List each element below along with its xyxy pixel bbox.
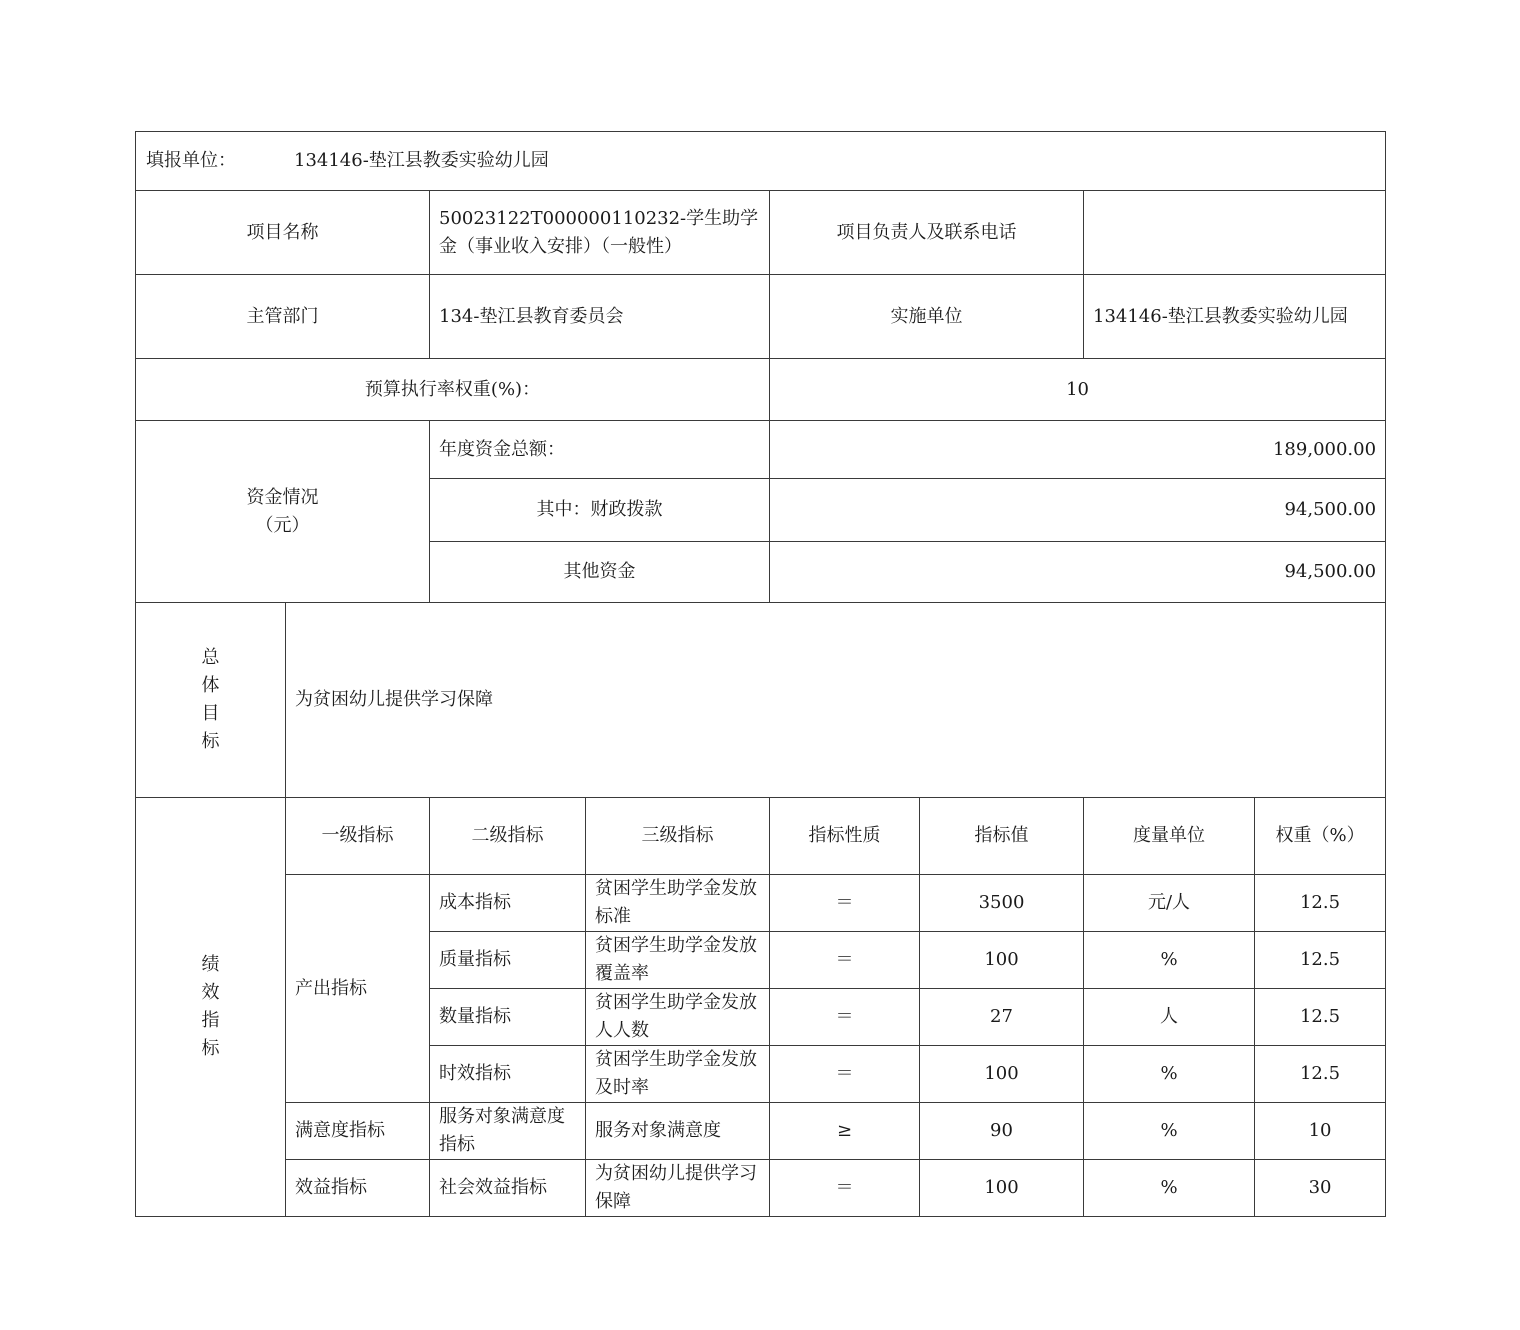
indicator-nature: ＝ — [770, 1046, 920, 1103]
header-value: 指标值 — [920, 798, 1084, 875]
indicator-level3: 服务对象满意度 — [586, 1103, 770, 1160]
project-name-row — [136, 191, 1386, 275]
report-unit-cell — [136, 132, 1386, 191]
department-row — [136, 275, 1386, 359]
funds-label-cell — [136, 421, 430, 603]
report-unit-value: 134146-垫江县教委实验幼儿园 — [294, 150, 549, 171]
indicator-unit: % — [1084, 1046, 1255, 1103]
project-contact-label: 项目负责人及联系电话 — [770, 191, 1084, 275]
indicator-unit: % — [1084, 1160, 1255, 1217]
indicator-level3: 贫困学生助学金发放覆盖率 — [586, 932, 770, 989]
overall-goal-label: 总体目标 — [201, 647, 220, 752]
indicator-level3: 贫困学生助学金发放人人数 — [586, 989, 770, 1046]
department-value: 134-垫江县教育委员会 — [430, 275, 770, 359]
budget-weight-value: 10 — [770, 359, 1386, 421]
indicator-level2: 数量指标 — [430, 989, 586, 1046]
indicator-value: 100 — [920, 1160, 1084, 1217]
indicator-level2: 服务对象满意度指标 — [430, 1103, 586, 1160]
indicator-nature: ≥ — [770, 1103, 920, 1160]
report-unit-row — [136, 132, 1386, 191]
funds-other-label: 其他资金 — [430, 542, 770, 603]
project-name-value: 50023122T000000110232-学生助学金（事业收入安排）（一般性） — [430, 191, 770, 275]
funds-fiscal-label: 其中：财政拨款 — [430, 479, 770, 542]
indicator-row — [136, 1160, 1386, 1217]
header-level1: 一级指标 — [286, 798, 430, 875]
indicator-unit: % — [1084, 1103, 1255, 1160]
indicator-level1: 产出指标 — [286, 875, 430, 1103]
indicator-weight: 10 — [1255, 1103, 1386, 1160]
indicator-level1: 效益指标 — [286, 1160, 430, 1217]
funds-label: 资金情况 — [246, 486, 319, 508]
indicator-level2: 时效指标 — [430, 1046, 586, 1103]
department-label: 主管部门 — [136, 275, 430, 359]
implementing-unit-value: 134146-垫江县教委实验幼儿园 — [1084, 275, 1386, 359]
header-level3: 三级指标 — [586, 798, 770, 875]
project-name-label: 项目名称 — [136, 191, 430, 275]
funds-fiscal-value: 94,500.00 — [770, 479, 1386, 542]
performance-header-row — [136, 798, 1386, 875]
funds-total-value: 189,000.00 — [770, 421, 1386, 479]
funds-total-label: 年度资金总额： — [430, 421, 770, 479]
header-unit: 度量单位 — [1084, 798, 1255, 875]
header-nature: 指标性质 — [770, 798, 920, 875]
report-unit-label: 填报单位： — [146, 150, 236, 171]
indicator-level3: 为贫困幼儿提供学习保障 — [586, 1160, 770, 1217]
budget-weight-row — [136, 359, 1386, 421]
performance-form-table — [135, 131, 1386, 1217]
overall-goal-row — [136, 603, 1386, 798]
indicator-value: 100 — [920, 1046, 1084, 1103]
implementing-unit-label: 实施单位 — [770, 275, 1084, 359]
indicator-value: 3500 — [920, 875, 1084, 932]
indicator-row — [136, 875, 1386, 932]
overall-goal-text: 为贫困幼儿提供学习保障 — [286, 603, 1386, 798]
overall-goal-label-cell — [136, 603, 286, 798]
indicator-weight: 12.5 — [1255, 932, 1386, 989]
indicator-weight: 12.5 — [1255, 989, 1386, 1046]
indicator-unit: 人 — [1084, 989, 1255, 1046]
indicator-value: 90 — [920, 1103, 1084, 1160]
budget-weight-label: 预算执行率权重(%)： — [136, 359, 770, 421]
indicator-row — [136, 1103, 1386, 1160]
indicator-nature: ＝ — [770, 932, 920, 989]
indicator-unit: % — [1084, 932, 1255, 989]
indicator-level3: 贫困学生助学金发放标准 — [586, 875, 770, 932]
indicator-value: 100 — [920, 932, 1084, 989]
indicator-weight: 12.5 — [1255, 1046, 1386, 1103]
performance-label-cell — [136, 798, 286, 1217]
indicator-nature: ＝ — [770, 989, 920, 1046]
funds-row — [136, 421, 1386, 479]
indicator-level2: 质量指标 — [430, 932, 586, 989]
indicator-level1: 满意度指标 — [286, 1103, 430, 1160]
funds-other-value: 94,500.00 — [770, 542, 1386, 603]
indicator-level2: 社会效益指标 — [430, 1160, 586, 1217]
indicator-level2: 成本指标 — [430, 875, 586, 932]
indicator-level3: 贫困学生助学金发放及时率 — [586, 1046, 770, 1103]
indicator-unit: 元/人 — [1084, 875, 1255, 932]
indicator-weight: 30 — [1255, 1160, 1386, 1217]
indicator-weight: 12.5 — [1255, 875, 1386, 932]
indicator-nature: ＝ — [770, 1160, 920, 1217]
performance-label: 绩效指标 — [201, 954, 220, 1059]
funds-unit: （元） — [255, 514, 310, 536]
header-level2: 二级指标 — [430, 798, 586, 875]
indicator-value: 27 — [920, 989, 1084, 1046]
header-weight: 权重（%） — [1255, 798, 1386, 875]
project-contact-value — [1084, 191, 1386, 275]
indicator-nature: ＝ — [770, 875, 920, 932]
